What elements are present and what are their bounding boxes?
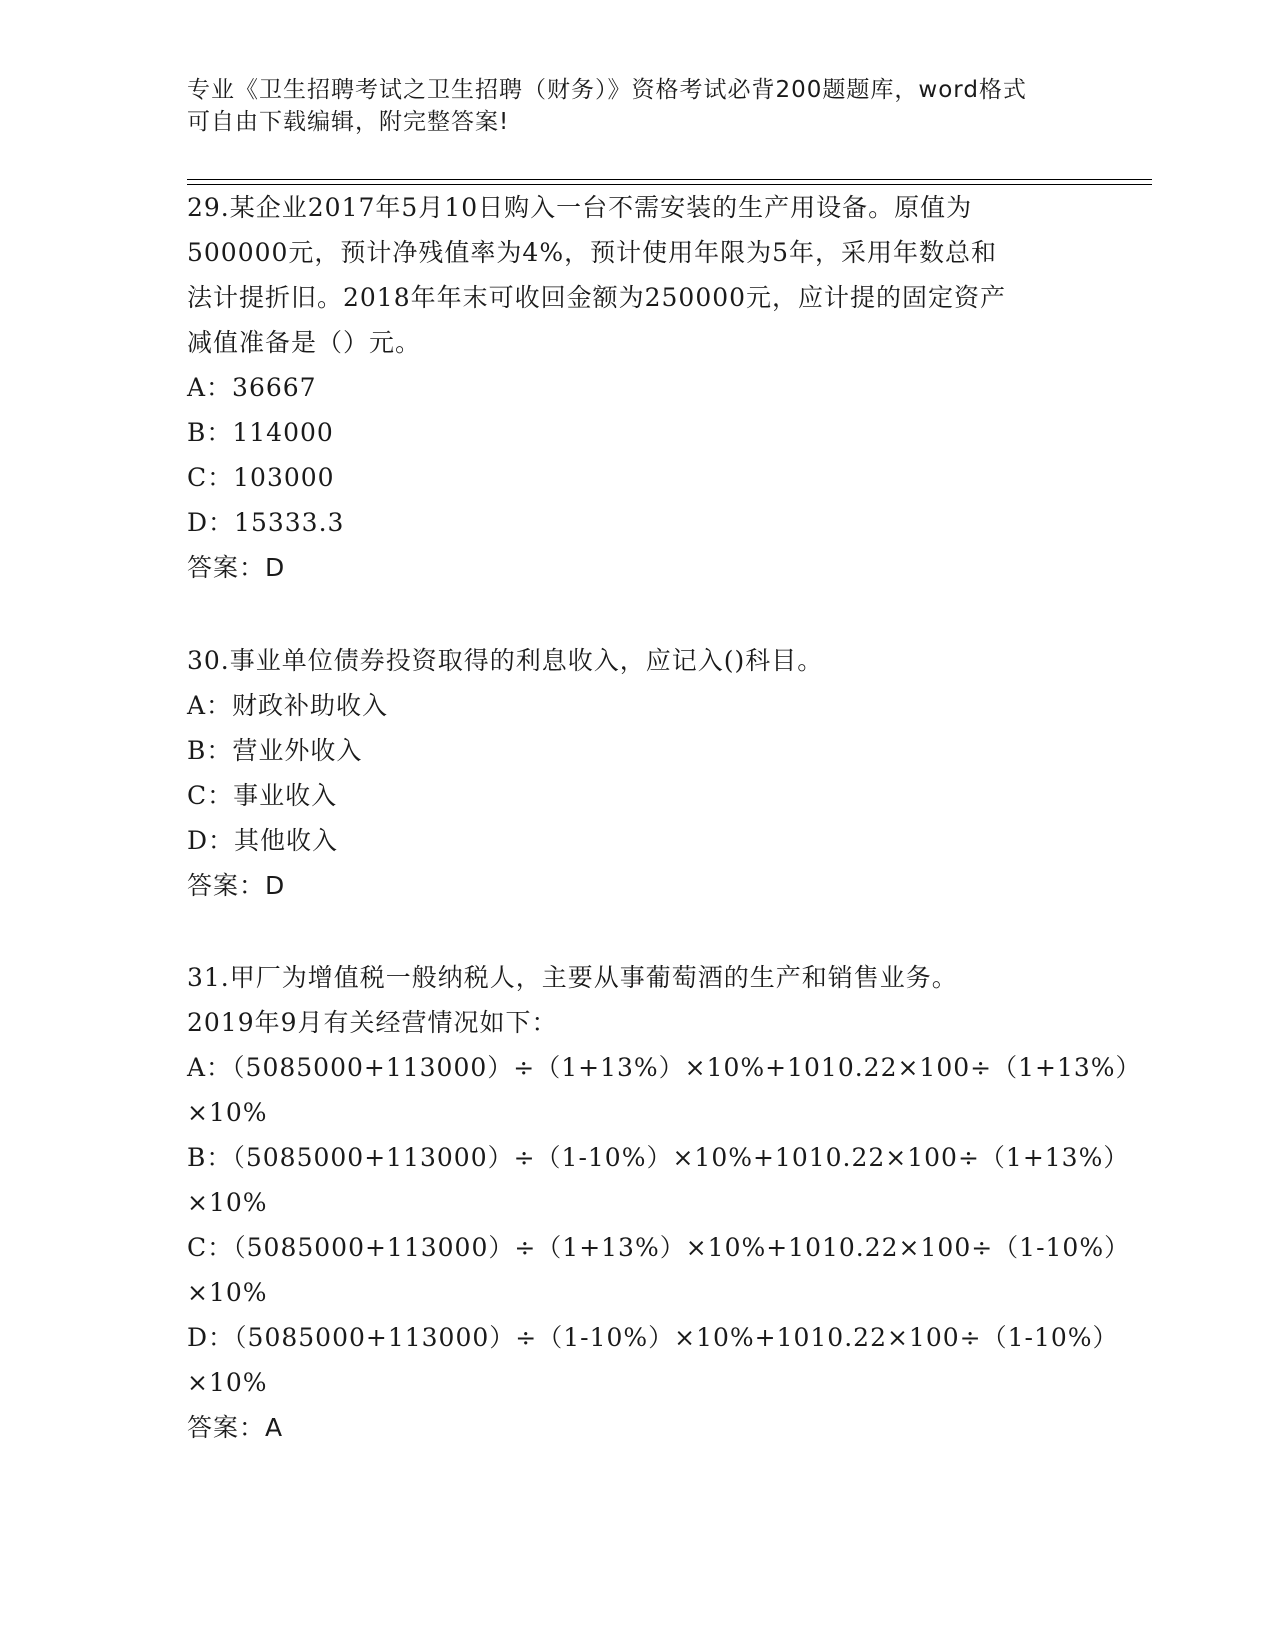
question-31-option-b: B：（5085000+113000）÷（1-10%）×10%+1010.22×100÷（1+13%） <box>187 1143 1130 1172</box>
question-31-answer: 答案：A <box>187 1413 284 1442</box>
question-30-stem-line-1: 30.事业单位债券投资取得的利息收入，应记入()科目。 <box>187 646 824 675</box>
question-30-answer: 答案：D <box>187 871 286 900</box>
question-31-option-a: A：（5085000+113000）÷（1+13%）×10%+1010.22×100÷（1+13%） <box>187 1053 1142 1082</box>
document-header <box>187 74 1087 138</box>
question-29-stem-line-2: 500000元，预计净残值率为4%，预计使用年限为5年，采用年数总和 <box>187 238 998 267</box>
question-30-option-b: B：营业外收入 <box>187 736 363 765</box>
question-31-option-a-cont: ×10% <box>187 1098 268 1127</box>
question-29-option-b: B：114000 <box>187 418 334 447</box>
question-29-option-d: D：15333.3 <box>187 508 345 537</box>
header-divider-bottom <box>187 184 1152 185</box>
question-29-stem-line-3: 法计提折旧。2018年年末可收回金额为250000元，应计提的固定资产 <box>187 283 1007 312</box>
question-31-option-d-cont: ×10% <box>187 1368 268 1397</box>
question-30-option-c: C：事业收入 <box>187 781 338 810</box>
question-31-option-c: C：（5085000+113000）÷（1+13%）×10%+1010.22×100÷（1-10%） <box>187 1233 1131 1262</box>
question-29-answer: 答案：D <box>187 553 286 582</box>
question-29-stem-line-4: 减值准备是（）元。 <box>187 328 422 357</box>
question-31-option-b-cont: ×10% <box>187 1188 268 1217</box>
question-31-stem-line-1: 31.甲厂为增值税一般纳税人，主要从事葡萄酒的生产和销售业务。 <box>187 963 958 992</box>
header-line-2: 可自由下载编辑，附完整答案! <box>187 109 510 135</box>
question-31-option-d: D：（5085000+113000）÷（1-10%）×10%+1010.22×100÷（1-10%） <box>187 1323 1119 1352</box>
question-29-option-a: A：36667 <box>187 373 317 402</box>
question-29-stem-line-1: 29.某企业2017年5月10日购入一台不需安装的生产用设备。原值为 <box>187 193 973 222</box>
question-30-option-d: D：其他收入 <box>187 826 339 855</box>
question-31-option-c-cont: ×10% <box>187 1278 268 1307</box>
header-line-1: 专业《卫生招聘考试之卫生招聘（财务）》资格考试必背200题题库，word格式 <box>187 77 1027 103</box>
header-divider-top <box>187 179 1152 180</box>
question-30-option-a: A：财政补助收入 <box>187 691 389 720</box>
question-31-stem-line-2: 2019年9月有关经营情况如下： <box>187 1008 558 1037</box>
question-29-option-c: C：103000 <box>187 463 335 492</box>
